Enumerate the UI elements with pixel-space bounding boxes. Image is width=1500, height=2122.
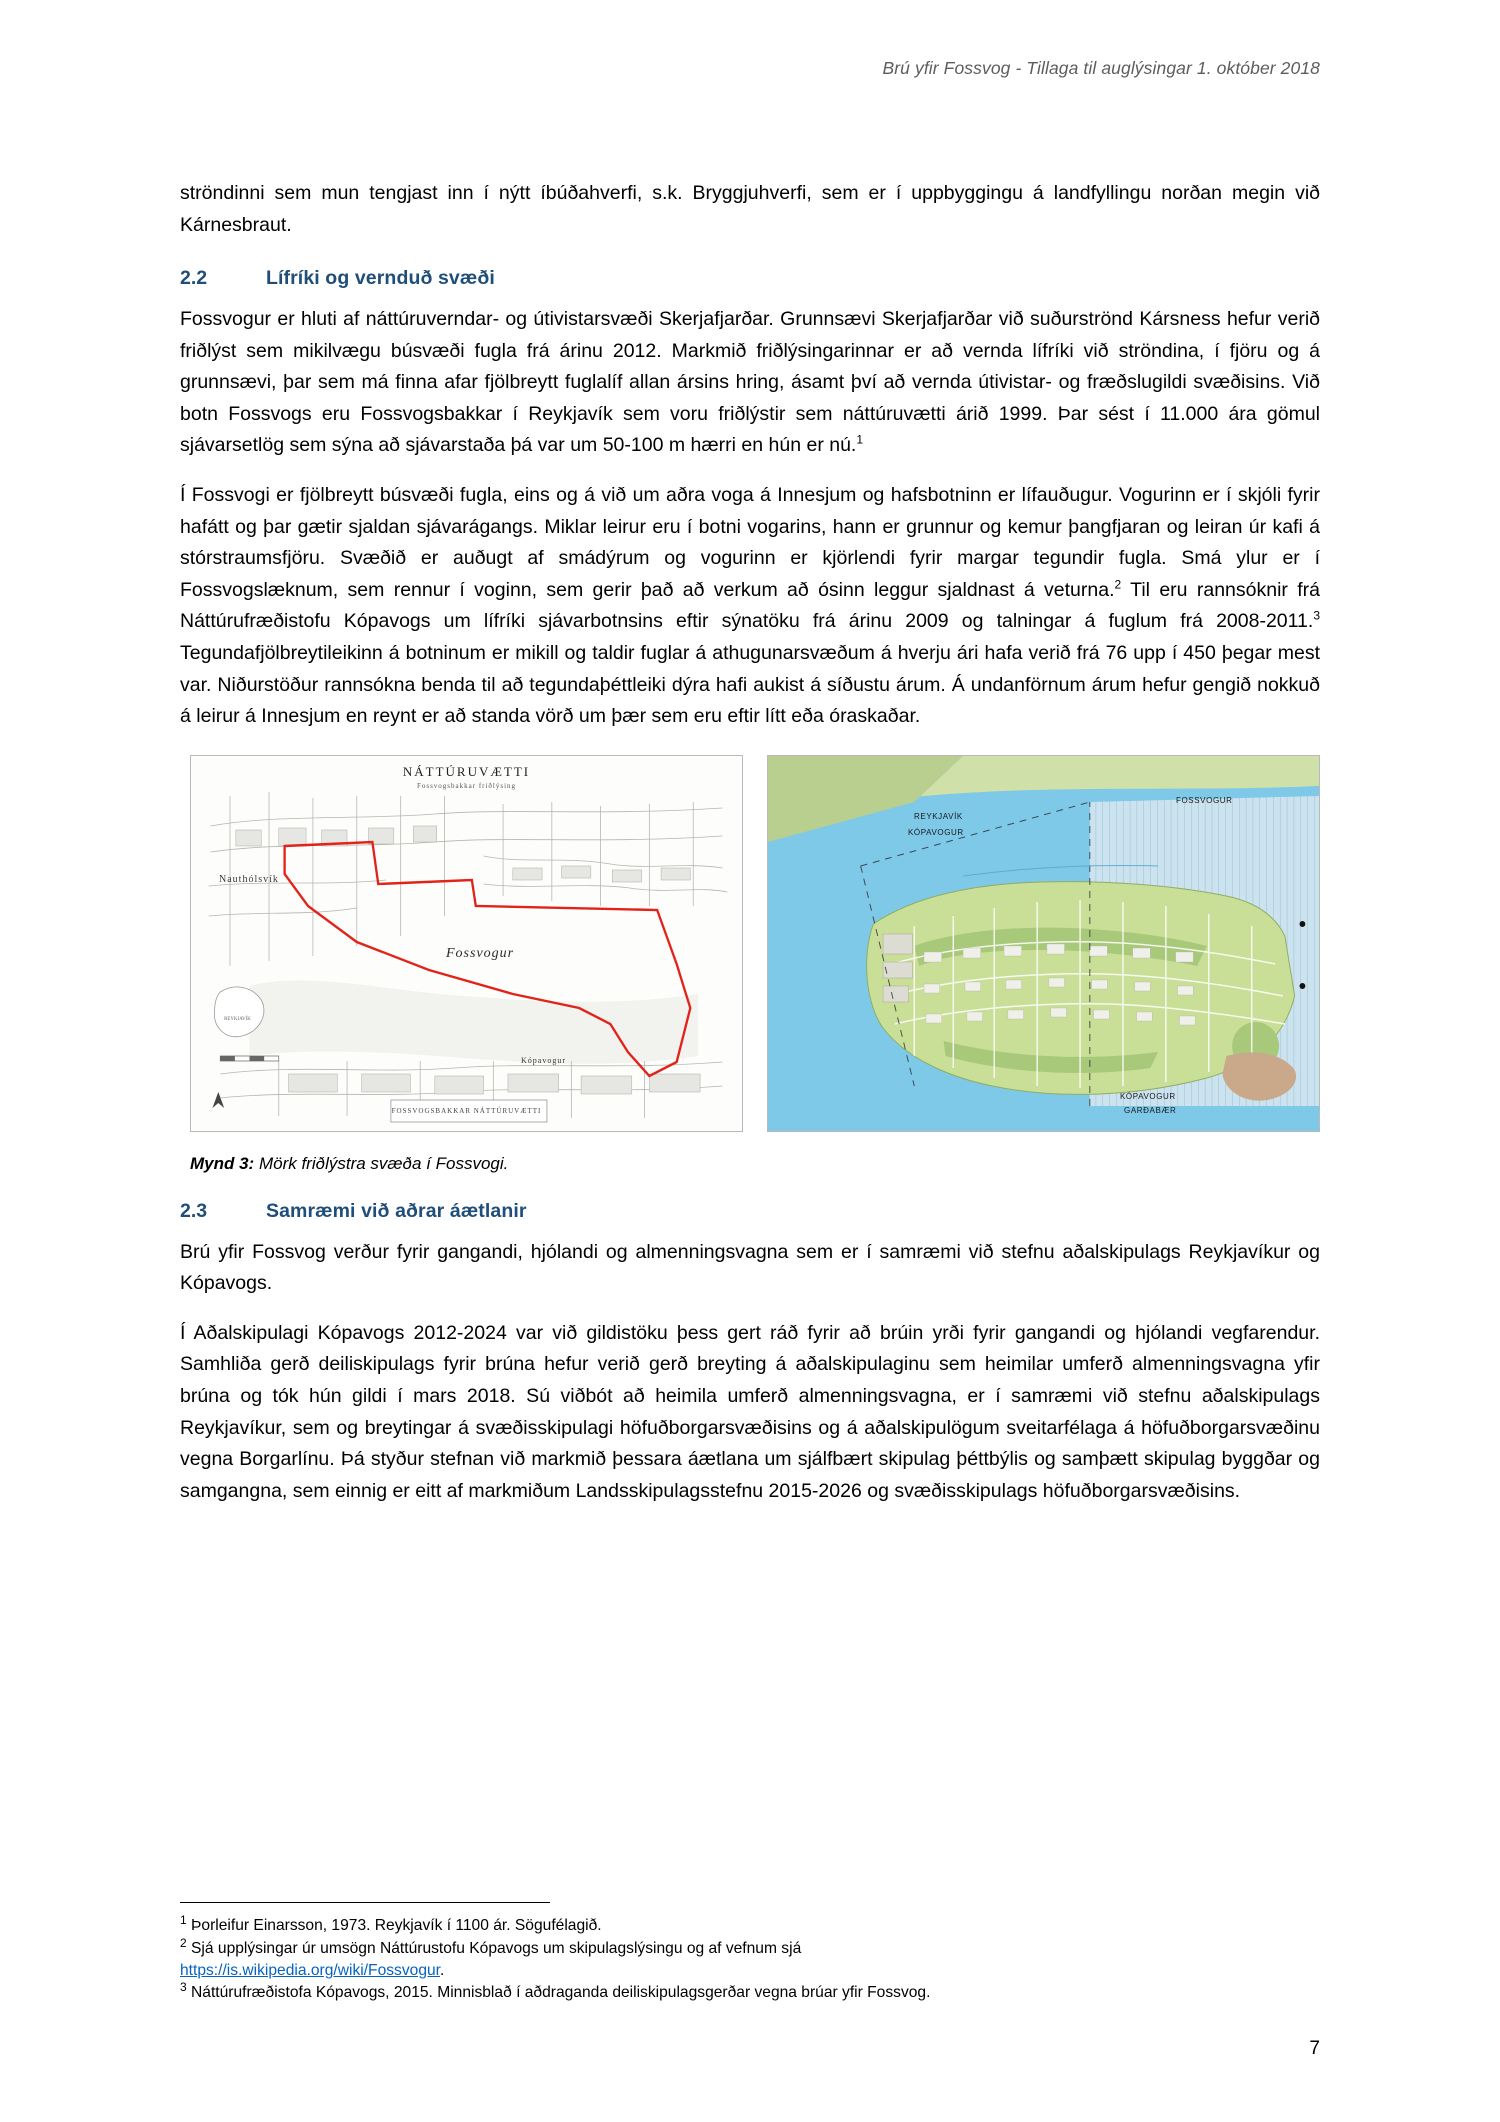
figure-3-left-map bbox=[190, 755, 743, 1132]
figure-3-right-map bbox=[767, 755, 1320, 1132]
page-number: 7 bbox=[1309, 2038, 1320, 2059]
heading-2-2 bbox=[180, 267, 1320, 290]
old-map-legend-text: FOSSVOGSBAKKAR NÁTTÚRUVÆTTI bbox=[391, 1106, 542, 1115]
footnote-1-text: Þorleifur Einarsson, 1973. Reykjavík í 1100 ár. Sögufélagið. bbox=[186, 1917, 602, 1935]
paragraph-2-2-1 bbox=[180, 304, 1320, 462]
aerial-map-label-kopavogur-bottom: KÓPAVOGUR bbox=[1120, 1091, 1176, 1101]
paragraph-2-2-2-b: Til eru rannsóknir frá Náttúrufræðistofu Kópavogs um lífríki sjávarbotnsins eftir sýnatöku frá árinu 2009 og talningar á fuglum frá 2008-2011. bbox=[180, 578, 1320, 633]
footnote-2-text: Sjá upplýsingar úr umsögn Náttúrustofu Kópavogs um skipulagslýsingu og af vefnum sjá bbox=[186, 1939, 802, 1957]
aerial-map-label-fossvogur: FOSSVOGUR bbox=[1176, 795, 1233, 805]
footnote-2-link[interactable]: https://is.wikipedia.org/wiki/Fossvogur bbox=[180, 1961, 440, 1979]
aerial-map-label-kopavogur-top: KÓPAVOGUR bbox=[908, 827, 964, 837]
figure-3-caption-text: Mörk friðlýstra svæða í Fossvogi. bbox=[254, 1153, 509, 1173]
running-header: Brú yfir Fossvog - Tillaga til auglýsingar 1. október 2018 bbox=[882, 58, 1320, 78]
footnote-2-tail: . bbox=[440, 1961, 445, 1979]
heading-2-2-number: 2.2 bbox=[180, 267, 208, 290]
old-map-graphic bbox=[191, 756, 742, 1131]
heading-2-3-number: 2.3 bbox=[180, 1199, 208, 1222]
heading-2-2-title: Lífríki og vernduð svæði bbox=[266, 267, 495, 290]
footnote-2-marker: 2 bbox=[180, 1935, 187, 1950]
paragraph-2-3-1: Brú yfir Fossvog verður fyrir gangandi, hjólandi og almenningsvagna sem er í samræmi við stefnu aðalskipulags Reykjavíkur og Kópavogs. bbox=[180, 1240, 1320, 1295]
figure-3-caption bbox=[190, 1154, 1320, 1174]
figure-3 bbox=[180, 755, 1320, 1132]
paragraph-2-2-1-text: Fossvogur er hluti af náttúruverndar- og útivistarsvæði Skerjafjarðar. Grunnsævi Skerjafjarðar við suðurströnd Kársness hefur verið friðlýst sem mikilvægu búsvæði fugla frá árinu 2012. Markmið friðlýsingarinnar er að vernda lífríki við ströndina, í fjöru og á grunnsævi, þar sem má finna afar fjölbreytt fuglalíf allan ársins hring, ásamt því að vernda útivistar- og fræðslugildi svæðisins. Við botn Fossvogs eru Fossvogsbakkar í Reykjavík sem voru friðlýstir sem náttúruvætti árið 1999. Þar sést í 11.000 ára gömul sjávarsetlög sem sýna að sjávarstaða þá var um 50-100 m hærri en hún er nú. bbox=[180, 308, 1320, 457]
footnote-ref-2: 2 bbox=[1114, 577, 1122, 592]
old-map-label-nautholsvik: Nauthólsvík bbox=[219, 873, 279, 885]
footnotes bbox=[180, 1902, 1320, 2004]
heading-2-3-title: Samræmi við aðrar áætlanir bbox=[266, 1199, 527, 1222]
figure-3-caption-label: Mynd 3: bbox=[190, 1153, 255, 1173]
document-body bbox=[180, 0, 1320, 1507]
old-map-subtitle: Fossvogsbakkar friðlýsing bbox=[416, 781, 517, 790]
footnote-1 bbox=[180, 1915, 1320, 1937]
paragraph-2-3-2: Í Aðalskipulagi Kópavogs 2012-2024 var við gildistöku þess gert ráð fyrir að brúin yrði fyrir gangandi og hjólandi vegfarendur. Samhliða gerð deiliskipulags fyrir brúna hefur verið gerð breyting á aðalskipulaginu sem heimilar umferð almenningsvagna yfir brúna og tók hún gildi í mars 2018. Sú viðbót að heimila umferð almenningsvagna, er í samræmi við stefnu aðalskipulags Reykjavíkur, sem og breytingar á svæðisskipulagi höfuðborgarsvæðisins og á aðalskipulögum sveitarfélaga á höfuðborgarsvæðinu vegna Borgarlínu. Þá styður stefnan við markmið þessara áætlana um sjálfbært skipulag þéttbýlis og samþætt skipulag byggðar og samgangna, sem einnig er eitt af markmiðum Landsskipulagsstefnu 2015-2026 og svæðisskipulags höfuðborgarsvæðisins. bbox=[180, 1321, 1320, 1502]
old-map-title: NÁTTÚRUVÆTTI bbox=[402, 763, 531, 779]
footnote-3-text: Náttúrufræðistofa Kópavogs, 2015. Minnisblað í aðdraganda deiliskipulagsgerðar vegna brúar yfir Fossvog. bbox=[186, 1983, 931, 2001]
footnote-ref-1: 1 bbox=[856, 432, 864, 447]
old-map-label-kopavogur: Kópavogur bbox=[521, 1055, 566, 1065]
paragraph-2-2-2-a: Í Fossvogi er fjölbreytt búsvæði fugla, eins og á við um aðra voga á Innesjum og hafsbotninn er lífauðugur. Vogurinn er í skjóli fyrir hafátt og þar gætir sjaldan sjávarágangs. Miklar leirur eru í botni vogarins, hann er grunnur og kemur þangfjaran og leiran úr kafi á stórstraumsfjöru. Svæðið er auðugt af smádýrum og vogurinn er kjörlendi fyrir margar tegundir fugla. Smá ylur er í Fossvogslæknum, sem rennur í voginn, sem gerir það að verkum að ósinn leggur sjaldnast á veturna. bbox=[180, 484, 1320, 601]
aerial-map-graphic bbox=[768, 756, 1319, 1131]
footnote-3-marker: 3 bbox=[180, 1979, 187, 1994]
old-map-label-fossvogur: Fossvogur bbox=[446, 945, 515, 961]
svg-text:REYKJAVÍK: REYKJAVÍK bbox=[224, 1016, 251, 1022]
heading-2-3 bbox=[180, 1200, 1320, 1223]
paragraph-intro: ströndinni sem mun tengjast inn í nýtt íbúðahverfi, s.k. Bryggjuhverfi, sem er í uppbyggingu á landfyllingu norðan megin við Kárnesbraut. bbox=[180, 182, 1320, 236]
footnote-ref-3: 3 bbox=[1313, 608, 1320, 623]
aerial-map-label-reykjavik: REYKJAVÍK bbox=[914, 811, 963, 821]
footnote-3 bbox=[180, 1979, 1320, 2004]
footnote-1-marker: 1 bbox=[180, 1913, 187, 1928]
paragraph-2-2-2 bbox=[180, 480, 1320, 733]
aerial-map-label-gardabaer: GARÐABÆR bbox=[1124, 1105, 1177, 1115]
footnote-2 bbox=[180, 1935, 1320, 1982]
paragraph-2-2-2-c: Tegundafjölbreytileikinn á botninum er mikill og taldir fuglar á athugunarsvæðum á hverju ári hafa verið frá 76 upp í 450 þegar mest var. Niðurstöður rannsókna benda til að tegundaþéttleiki dýra hafi aukist á síðustu árum. Á undanförnum árum hefur gengið nokkuð á leirur á Innesjum en reynt er að standa vörð um þær sem eru eftir lítt eða óraskaðar. bbox=[180, 641, 1320, 728]
footnote-separator bbox=[180, 1902, 550, 1903]
